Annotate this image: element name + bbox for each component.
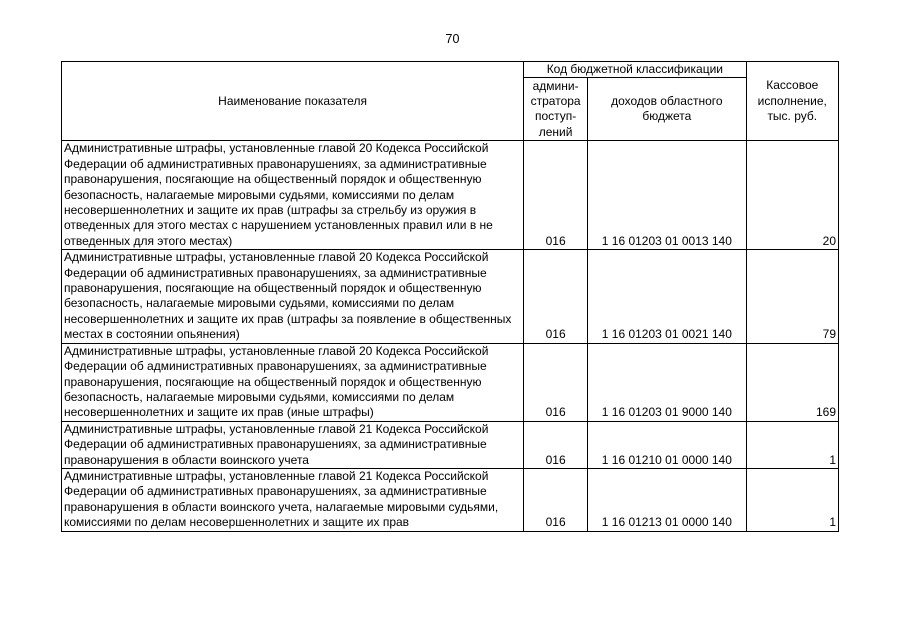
- table-row: [62, 468, 839, 531]
- income-code-cell: 1 16 01203 01 0013 140: [588, 141, 746, 250]
- indicator-name-cell: Административные штрафы, установленные главой 21 Кодекса Российской Федерации об административных правонарушениях, за административные правонарушения в области воинского учета: [62, 421, 524, 468]
- income-code-cell: 1 16 01210 01 0000 140: [588, 421, 746, 468]
- income-code-cell: 1 16 01213 01 0000 140: [588, 468, 746, 531]
- page-number: 70: [445, 32, 460, 46]
- table-header: [62, 62, 839, 141]
- admin-code-cell: 016: [524, 343, 588, 421]
- table-row: [62, 421, 839, 468]
- table-row: [62, 250, 839, 343]
- cash-execution-cell: 1: [746, 421, 838, 468]
- cash-execution-cell: 79: [746, 250, 838, 343]
- income-code-cell: 1 16 01203 01 9000 140: [588, 343, 746, 421]
- admin-code-cell: 016: [524, 421, 588, 468]
- cash-execution-cell: 1: [746, 468, 838, 531]
- admin-code-cell: 016: [524, 141, 588, 250]
- table-body: [62, 141, 839, 531]
- indicator-name-cell: Административные штрафы, установленные главой 20 Кодекса Российской Федерации об административных правонарушениях, за административные правонарушения, посягающие на общественный порядок и общественную безопасность, налагаемые мировыми судьями, комиссиями по делам несовершеннолетних и защите их прав (штрафы за появление в общественных местах в состоянии опьянения): [62, 250, 524, 343]
- indicator-name-cell: Административные штрафы, установленные главой 20 Кодекса Российской Федерации об административных правонарушениях, за административные правонарушения, посягающие на общественный порядок и общественную безопасность, налагаемые мировыми судьями, комиссиями по делам несовершеннолетних и защите их прав (иные штрафы): [62, 343, 524, 421]
- table-row: [62, 141, 839, 250]
- cash-execution-cell: 169: [746, 343, 838, 421]
- indicator-name-cell: Административные штрафы, установленные главой 21 Кодекса Российской Федерации об административных правонарушениях, за административные правонарушения в области воинского учета, налагаемые мировыми судьями, комиссиями по делам несовершеннолетних и защите их прав: [62, 468, 524, 531]
- income-code-cell: 1 16 01203 01 0021 140: [588, 250, 746, 343]
- header-income-code: доходов областного бюджета: [588, 78, 746, 141]
- admin-code-cell: 016: [524, 250, 588, 343]
- indicator-name-cell: Административные штрафы, установленные главой 20 Кодекса Российской Федерации об административных правонарушениях, за административные правонарушения, посягающие на общественный порядок и общественную безопасность, налагаемые мировыми судьями, комиссиями по делам несовершеннолетних и защите их прав (штрафы за стрельбу из оружия в отведенных для этого местах с нарушением установленных правил или в не отведенных для этого местах): [62, 141, 524, 250]
- admin-code-cell: 016: [524, 468, 588, 531]
- header-indicator-name: Наименование показателя: [62, 62, 524, 141]
- header-cash-execution: Кассовое исполнение, тыс. руб.: [746, 62, 838, 141]
- budget-classification-table: [61, 61, 839, 532]
- cash-execution-cell: 20: [746, 141, 838, 250]
- table-row: [62, 343, 839, 421]
- header-budget-classification-code: Код бюджетной классификации: [524, 62, 746, 78]
- header-admin-code: админи-стратора поступ-лений: [524, 78, 588, 141]
